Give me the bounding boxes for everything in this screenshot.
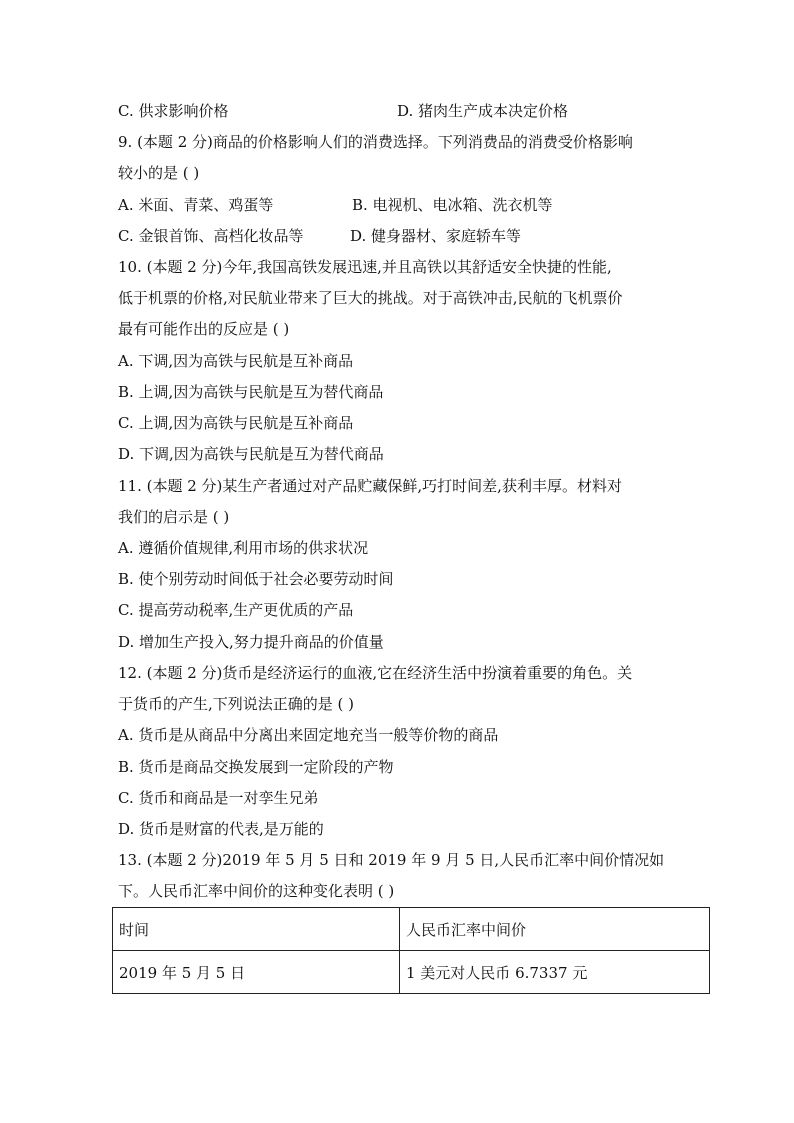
q12-option-b: B. 货币是商品交换发展到一定阶段的产物 <box>118 758 394 776</box>
q10-stem-line1: 10. (本题 2 分)今年,我国高铁发展迅速,并且高铁以其舒适安全快捷的性能, <box>118 258 612 276</box>
table-header-rate: 人民币汇率中间价 <box>400 908 710 951</box>
q12-stem-line1: 12. (本题 2 分)货币是经济运行的血液,它在经济生活中扮演着重要的角色。关 <box>118 664 633 682</box>
exchange-rate-table <box>112 907 710 994</box>
q11-stem-line1: 11. (本题 2 分)某生产者通过对产品贮藏保鲜,巧打时间差,获利丰厚。材料对 <box>118 477 622 495</box>
q11-option-a: A. 遵循价值规律,利用市场的供求状况 <box>118 539 369 557</box>
q9-option-c: C. 金银首饰、高档化妆品等 <box>118 227 304 245</box>
q12-option-c: C. 货币和商品是一对孪生兄弟 <box>118 789 319 807</box>
q11-stem-line2: 我们的启示是 ( ) <box>118 508 230 526</box>
q11-option-b: B. 使个别劳动时间低于社会必要劳动时间 <box>118 570 394 588</box>
q10-option-a: A. 下调,因为高铁与民航是互补商品 <box>118 352 354 370</box>
q9-stem-line2: 较小的是 ( ) <box>118 164 200 182</box>
q8-option-c: C. 供求影响价格 <box>118 102 229 120</box>
q11-option-c: C. 提高劳动税率,生产更优质的产品 <box>118 601 354 619</box>
q10-stem-line2: 低于机票的价格,对民航业带来了巨大的挑战。对于高铁冲击,民航的飞机票价 <box>118 289 623 307</box>
q10-option-c: C. 上调,因为高铁与民航是互补商品 <box>118 414 354 432</box>
q9-option-a: A. 米面、青菜、鸡蛋等 <box>118 196 274 214</box>
table-header-row <box>113 908 710 951</box>
q12-option-d: D. 货币是财富的代表,是万能的 <box>118 820 324 838</box>
q12-option-a: A. 货币是从商品中分离出来固定地充当一般等价物的商品 <box>118 726 499 744</box>
q10-stem-line3: 最有可能作出的反应是 ( ) <box>118 320 290 338</box>
table-row <box>113 951 710 994</box>
q11-option-d: D. 增加生产投入,努力提升商品的价值量 <box>118 633 384 651</box>
q9-option-b: B. 电视机、电冰箱、洗衣机等 <box>352 196 553 214</box>
q13-stem-line1: 13. (本题 2 分)2019 年 5 月 5 日和 2019 年 9 月 5 日,人民币汇率中间价情况如 <box>118 851 665 869</box>
q8-option-d: D. 猪肉生产成本决定价格 <box>397 102 569 120</box>
q9-stem-line1: 9. (本题 2 分)商品的价格影响人们的消费选择。下列消费品的消费受价格影响 <box>118 133 633 151</box>
q10-option-d: D. 下调,因为高铁与民航是互为替代商品 <box>118 445 384 463</box>
q13-stem-line2: 下。人民币汇率中间价的这种变化表明 ( ) <box>118 882 395 900</box>
q9-option-d: D. 健身器材、家庭轿车等 <box>350 227 522 245</box>
q12-stem-line2: 于货币的产生,下列说法正确的是 ( ) <box>118 695 355 713</box>
table-cell-rate: 1 美元对人民币 6.7337 元 <box>400 951 710 994</box>
table-header-time: 时间 <box>113 908 400 951</box>
q10-option-b: B. 上调,因为高铁与民航是互为替代商品 <box>118 383 384 401</box>
table-cell-date: 2019 年 5 月 5 日 <box>113 951 400 994</box>
